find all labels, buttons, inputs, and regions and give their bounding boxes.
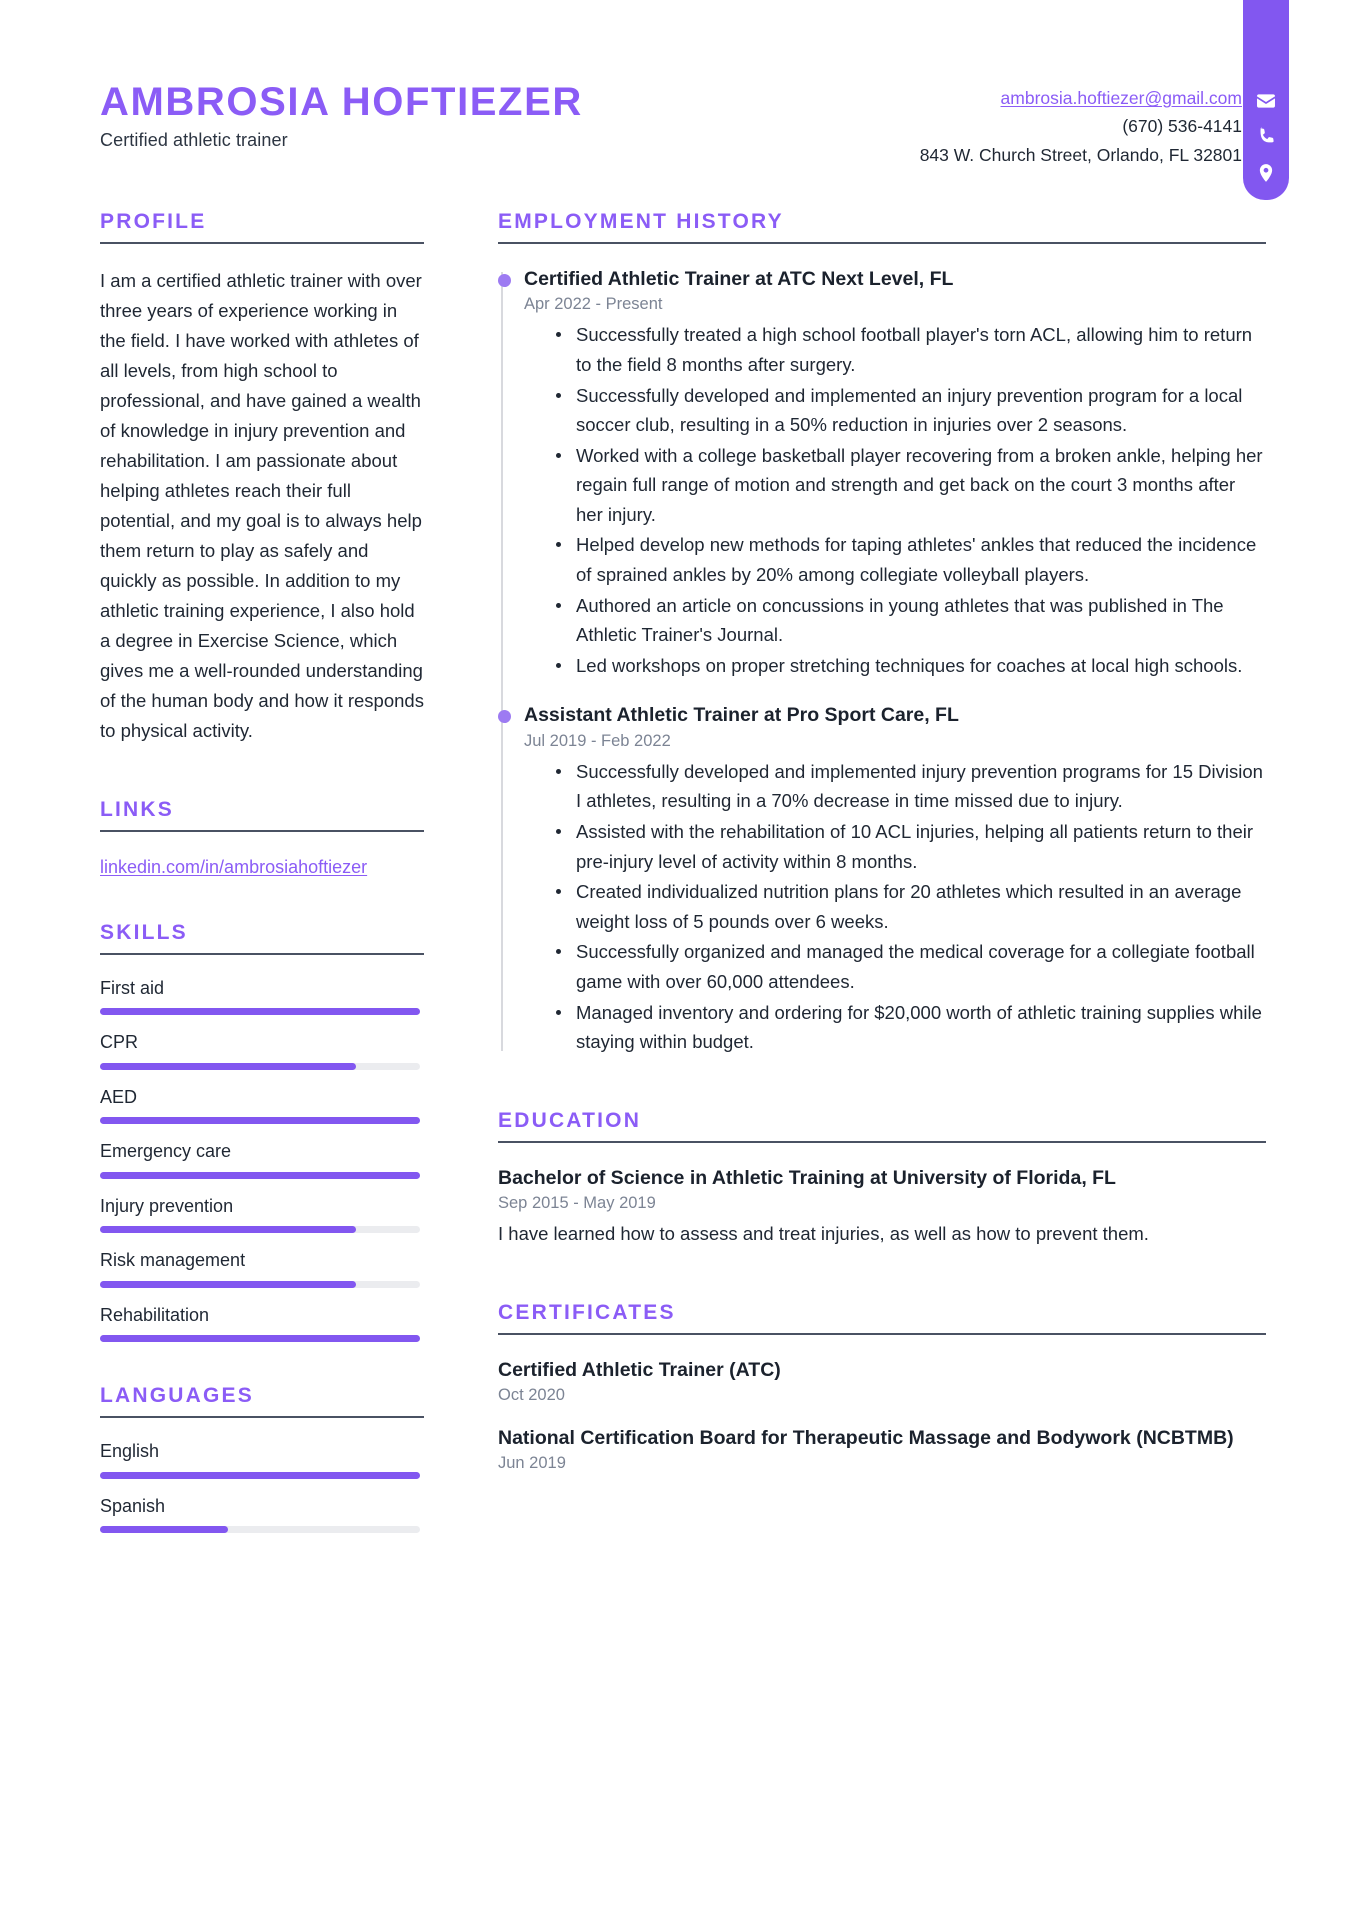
certificates-list	[498, 1357, 1266, 1474]
employment-title: Assistant Athletic Trainer at Pro Sport Care, FL	[524, 704, 959, 727]
skill-row	[100, 1304, 424, 1343]
section-certificates	[498, 1301, 1266, 1474]
timeline-dot-icon	[498, 274, 511, 287]
skill-label: First aid	[100, 977, 165, 998]
employment-bullet: Created individualized nutrition plans for 20 athletes which resulted in an average weight loss of 5 pounds over 6 weeks.	[554, 877, 1266, 936]
skill-level-fill	[100, 1172, 420, 1179]
resume-header	[0, 0, 1366, 210]
language-row	[100, 1495, 424, 1534]
employment-bullet: Successfully treated a high school football player's torn ACL, allowing him to return to the field 8 months after surgery.	[554, 320, 1266, 379]
certificate-entry	[498, 1425, 1266, 1473]
section-education	[498, 1109, 1266, 1249]
skill-label: Emergency care	[100, 1141, 232, 1161]
languages-list	[100, 1440, 424, 1533]
skill-level-fill	[100, 1281, 356, 1288]
skill-label: Rehabilitation	[100, 1304, 210, 1325]
section-divider	[100, 830, 424, 832]
skill-level-bar	[100, 1117, 420, 1124]
contact-icon-rail	[1243, 0, 1289, 200]
skill-level-bar	[100, 1281, 420, 1288]
profile-text: I am a certified athletic trainer with over three years of experience working in the field. I have worked with athletes of all levels, from high school to professional, and have gained a wealth of knowledge in injury prevention and rehabilitation. I am passionate about helping athletes reach their full potential, and my goal is to always help them return to play as safely and quickly as possible. In addition to my athletic training experience, I also hold a degree in Exercise Science, which gives me a well-rounded understanding of the human body and how it responds to physical activity.	[100, 270, 424, 741]
resume-body	[0, 210, 1366, 1549]
job-title-subtitle: Certified athletic trainer	[100, 129, 288, 150]
employment-bullet: Helped develop new methods for taping athletes' ankles that reduced the incidence of sprained ankles by 20% among collegiate volleyball players.	[554, 530, 1266, 589]
skill-level-bar	[100, 1335, 420, 1342]
contact-phone: (670) 536-4141	[1122, 116, 1242, 137]
section-profile	[100, 210, 424, 746]
skill-level-fill	[100, 1117, 420, 1124]
employment-timeline	[498, 266, 1266, 1057]
sidebar-column	[100, 210, 460, 1549]
section-divider	[100, 1416, 424, 1418]
contact-block	[920, 62, 1242, 169]
employment-entry	[524, 702, 1266, 1056]
skill-level-fill	[100, 1226, 356, 1233]
spacer	[100, 1358, 424, 1384]
employment-bullet: Successfully developed and implemented an injury prevention program for a local soccer club, resulting in a 50% reduction in injuries over 2 seasons.	[554, 381, 1266, 440]
link-item-linkedin[interactable]: linkedin.com/in/ambrosiahoftiezer	[100, 856, 368, 877]
employment-bullet-list	[524, 757, 1266, 1057]
contact-email-line	[920, 84, 1242, 112]
section-divider	[100, 242, 424, 244]
skill-row	[100, 1086, 424, 1125]
spacer	[498, 1061, 1266, 1109]
skill-row	[100, 1249, 424, 1288]
section-heading-profile: PROFILE	[100, 210, 207, 233]
section-links	[100, 798, 424, 881]
employment-entry	[524, 266, 1266, 680]
employment-bullet: Assisted with the rehabilitation of 10 ACL injuries, helping all patients return to their pre-injury level of activity within 8 months.	[554, 817, 1266, 876]
skill-label: AED	[100, 1086, 138, 1107]
contact-address: 843 W. Church Street, Orlando, FL 32801	[919, 144, 1242, 165]
education-entry	[498, 1165, 1266, 1249]
language-row	[100, 1440, 424, 1479]
spacer	[100, 750, 424, 798]
skill-label: Risk management	[100, 1250, 246, 1270]
skill-level-fill	[100, 1063, 356, 1070]
education-title: Bachelor of Science in Athletic Training at University of Florida, FL	[498, 1166, 1116, 1189]
skill-level-bar	[100, 1063, 420, 1070]
employment-bullet: Managed inventory and ordering for $20,000 worth of athletic training supplies while staying within budget.	[554, 998, 1266, 1057]
skill-row	[100, 1195, 424, 1234]
employment-bullet: Led workshops on proper stretching techniques for coaches at local high schools.	[554, 651, 1266, 681]
employment-date: Apr 2022 - Present	[524, 295, 663, 314]
email-link[interactable]: ambrosia.hoftiezer@gmail.com	[1000, 88, 1242, 108]
education-description: I have learned how to assess and treat injuries, as well as how to prevent them.	[498, 1223, 1149, 1244]
employment-bullet: Successfully developed and implemented injury prevention programs for 15 Division I athletes, resulting in a 70% decrease in time missed due to injury.	[554, 757, 1266, 816]
section-divider	[498, 242, 1266, 244]
section-skills	[100, 921, 424, 1343]
certificate-title: Certified Athletic Trainer (ATC)	[498, 1358, 781, 1381]
skills-list	[100, 977, 424, 1343]
envelope-icon	[1255, 90, 1277, 112]
employment-bullet: Successfully organized and managed the medical coverage for a collegiate football game with over 60,000 attendees.	[554, 937, 1266, 996]
employment-title: Certified Athletic Trainer at ATC Next Level, FL	[524, 268, 954, 290]
section-divider	[100, 953, 424, 955]
spacer	[498, 1253, 1266, 1301]
education-list	[498, 1165, 1266, 1249]
main-column	[460, 210, 1266, 1479]
skill-row	[100, 977, 424, 1016]
certificate-date: Jun 2019	[498, 1454, 566, 1473]
language-label: Spanish	[100, 1495, 166, 1516]
language-level-fill	[100, 1472, 420, 1479]
education-date: Sep 2015 - May 2019	[498, 1194, 656, 1212]
employment-bullet: Worked with a college basketball player recovering from a broken ankle, helping her regain full range of motion and strength and get back on the court 3 months after her injury.	[554, 441, 1266, 530]
skill-label: CPR	[100, 1032, 139, 1052]
certificate-date: Oct 2020	[498, 1385, 565, 1404]
identity-block	[100, 62, 583, 151]
employment-bullet-list	[524, 320, 1266, 680]
skill-level-fill	[100, 1335, 420, 1342]
skill-label: Injury prevention	[100, 1195, 234, 1216]
skill-level-bar	[100, 1172, 420, 1179]
location-pin-icon	[1255, 162, 1277, 184]
page-title: AMBROSIA HOFTIEZER	[100, 80, 583, 124]
skill-row	[100, 1031, 424, 1070]
language-level-fill	[100, 1526, 228, 1533]
section-heading-education: EDUCATION	[498, 1108, 642, 1132]
language-level-bar	[100, 1472, 420, 1479]
skill-level-bar	[100, 1008, 420, 1015]
language-level-bar	[100, 1526, 420, 1533]
section-heading-employment: EMPLOYMENT HISTORY	[498, 210, 784, 233]
timeline-dot-icon	[498, 710, 511, 723]
skill-row	[100, 1140, 424, 1179]
employment-date: Jul 2019 - Feb 2022	[524, 731, 671, 750]
certificate-title: National Certification Board for Therapeutic Massage and Bodywork (NCBTMB)	[498, 1426, 1234, 1449]
section-divider	[498, 1141, 1266, 1143]
phone-icon	[1255, 126, 1277, 148]
section-languages	[100, 1384, 424, 1533]
section-heading-links: LINKS	[100, 797, 174, 821]
section-heading-skills: SKILLS	[100, 920, 188, 944]
language-label: English	[100, 1441, 160, 1461]
section-heading-certificates: CERTIFICATES	[498, 1300, 676, 1324]
section-employment-history	[498, 210, 1266, 1057]
section-divider	[498, 1333, 1266, 1335]
skill-level-fill	[100, 1008, 420, 1015]
skill-level-bar	[100, 1226, 420, 1233]
spacer	[100, 885, 424, 921]
employment-bullet: Authored an article on concussions in young athletes that was published in The Athletic Trainer's Journal.	[554, 591, 1266, 650]
section-heading-languages: LANGUAGES	[100, 1384, 254, 1407]
certificate-entry	[498, 1357, 1266, 1405]
